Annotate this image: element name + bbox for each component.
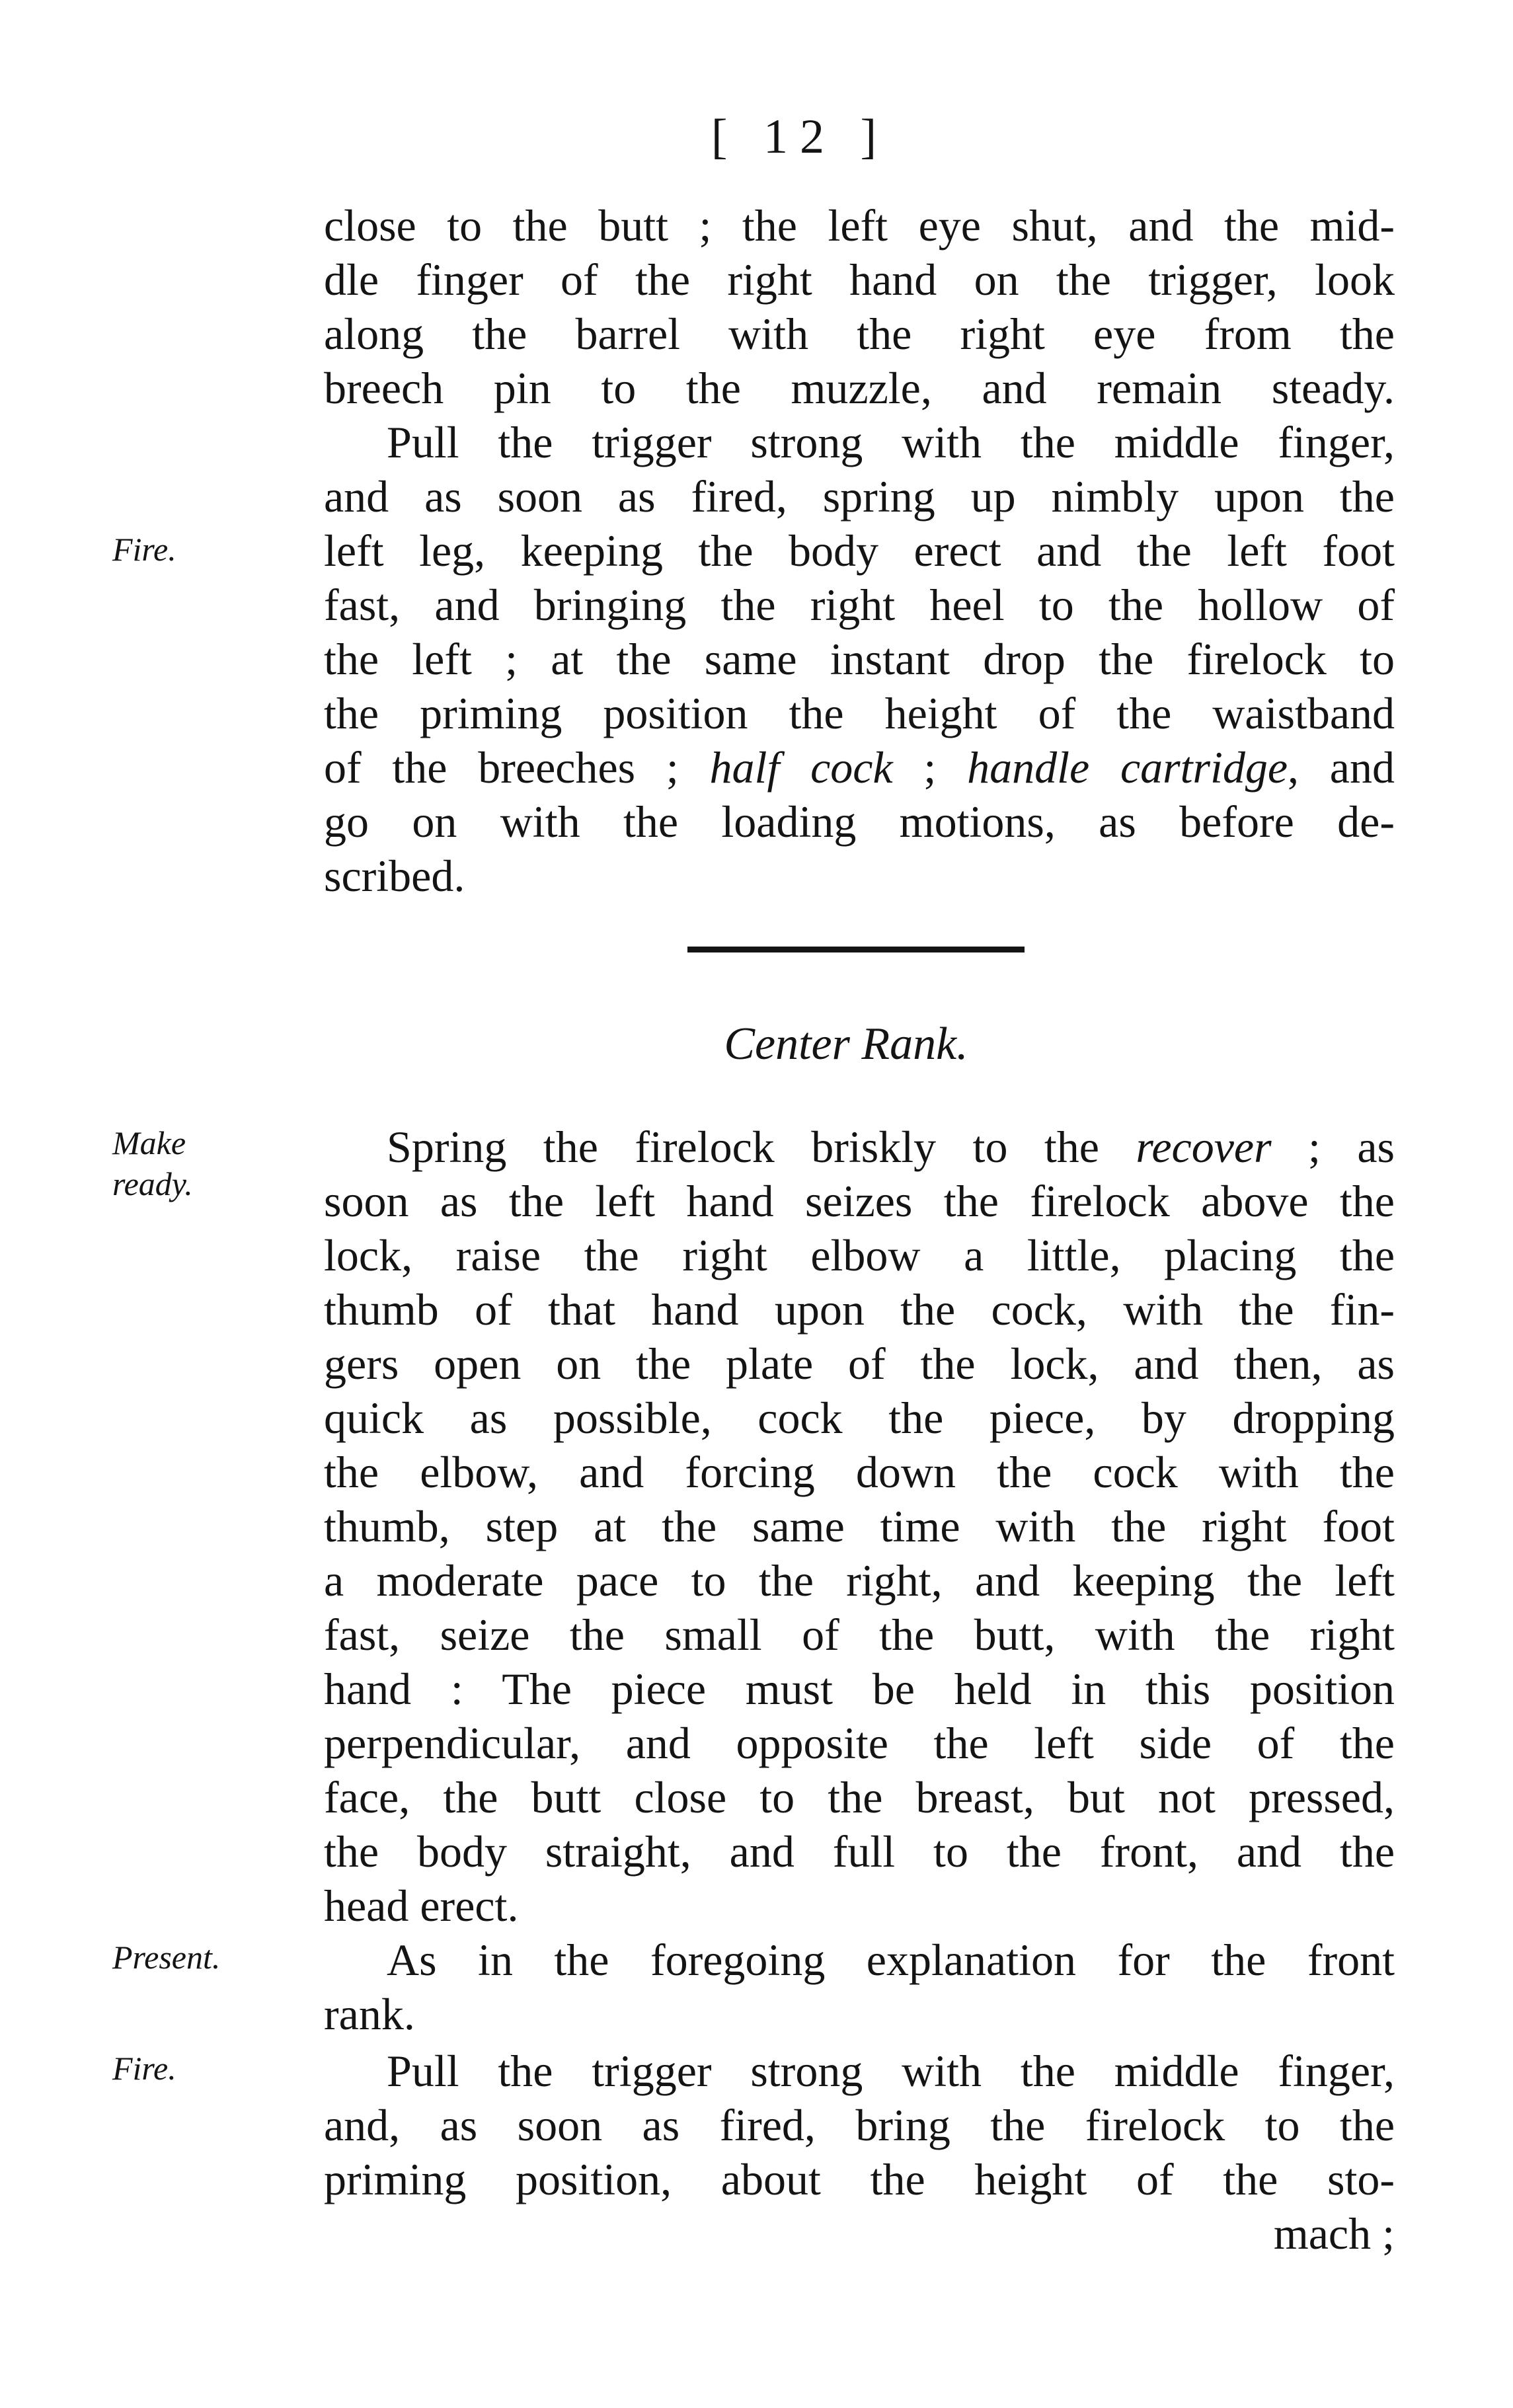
text-line: perpendicular, and opposite the left side of the bbox=[324, 1718, 1395, 1768]
text-line: thumb of that hand upon the cock, with the fin- bbox=[324, 1284, 1395, 1335]
text-line: lock, raise the right elbow a little, placing the bbox=[324, 1230, 1395, 1280]
text-line: close to the butt ; the left eye shut, and the mid- bbox=[324, 200, 1395, 251]
text-line: hand : The piece must be held in this position bbox=[324, 1664, 1395, 1714]
margin-note-fire: Fire. bbox=[112, 531, 176, 568]
text-run: Spring the firelock briskly to the bbox=[387, 1122, 1136, 1172]
text-line: gers open on the plate of the lock, and then, as bbox=[324, 1339, 1395, 1389]
text-run: ; as bbox=[1271, 1122, 1395, 1172]
text-line: soon as the left hand seizes the firelock above the bbox=[324, 1176, 1395, 1226]
text-line: Pull the trigger strong with the middle finger, bbox=[387, 417, 1395, 467]
text-line: the priming position the height of the waistband bbox=[324, 688, 1395, 738]
text-line: left leg, keeping the body erect and the left foot bbox=[324, 525, 1395, 576]
text-run: of the breeches ; bbox=[324, 742, 710, 793]
text-line: go on with the loading motions, as before de- bbox=[324, 796, 1395, 847]
text-line: thumb, step at the same time with the right foot bbox=[324, 1501, 1395, 1551]
text-line: a moderate pace to the right, and keeping the left bbox=[324, 1555, 1395, 1606]
section-heading: Center Rank. bbox=[724, 1019, 968, 1069]
margin-note-fire: Fire. bbox=[112, 2050, 176, 2087]
italic-term: recover bbox=[1136, 1122, 1272, 1172]
text-line: fast, and bringing the right heel to the hollow of bbox=[324, 580, 1395, 630]
text-line: along the barrel with the right eye from the bbox=[324, 309, 1395, 359]
text-run: , and bbox=[1288, 742, 1395, 793]
text-line: Pull the trigger strong with the middle finger, bbox=[387, 2046, 1395, 2096]
text-line bbox=[324, 1120, 1395, 1174]
text-line: and as soon as fired, spring up nimbly upon the bbox=[324, 471, 1395, 522]
text-line: As in the foregoing explanation for the front bbox=[387, 1935, 1395, 1985]
text-line: priming position, about the height of the sto- bbox=[324, 2154, 1395, 2204]
text-line bbox=[324, 740, 1395, 795]
text-line: the elbow, and forcing down the cock with the bbox=[324, 1447, 1395, 1497]
text-line: the body straight, and full to the front, and the bbox=[324, 1826, 1395, 1877]
text-line: scribed. bbox=[324, 851, 465, 901]
italic-term: half cock bbox=[709, 742, 893, 793]
italic-term: handle cartridge bbox=[967, 742, 1288, 793]
text-line: quick as possible, cock the piece, by dropping bbox=[324, 1393, 1395, 1443]
margin-note-present: Present. bbox=[112, 1939, 221, 1976]
text-line: breech pin to the muzzle, and remain steady. bbox=[324, 363, 1395, 413]
margin-note-ready: ready. bbox=[112, 1165, 193, 1202]
text-run: ; bbox=[892, 742, 968, 793]
text-line: fast, seize the small of the butt, with the right bbox=[324, 1610, 1395, 1660]
page-number: [ 12 ] bbox=[711, 110, 889, 164]
text-line: the left ; at the same instant drop the firelock to bbox=[324, 634, 1395, 684]
text-line: rank. bbox=[324, 1989, 415, 2039]
text-line: face, the butt close to the breast, but not pressed, bbox=[324, 1772, 1395, 1822]
margin-note-make: Make bbox=[112, 1124, 186, 1161]
text-line: dle finger of the right hand on the trigger, look bbox=[324, 254, 1395, 305]
catchword: mach ; bbox=[1273, 2208, 1395, 2259]
text-line: head erect. bbox=[324, 1881, 519, 1931]
section-divider bbox=[687, 947, 1025, 952]
text-line: and, as soon as fired, bring the firelock to the bbox=[324, 2100, 1395, 2150]
